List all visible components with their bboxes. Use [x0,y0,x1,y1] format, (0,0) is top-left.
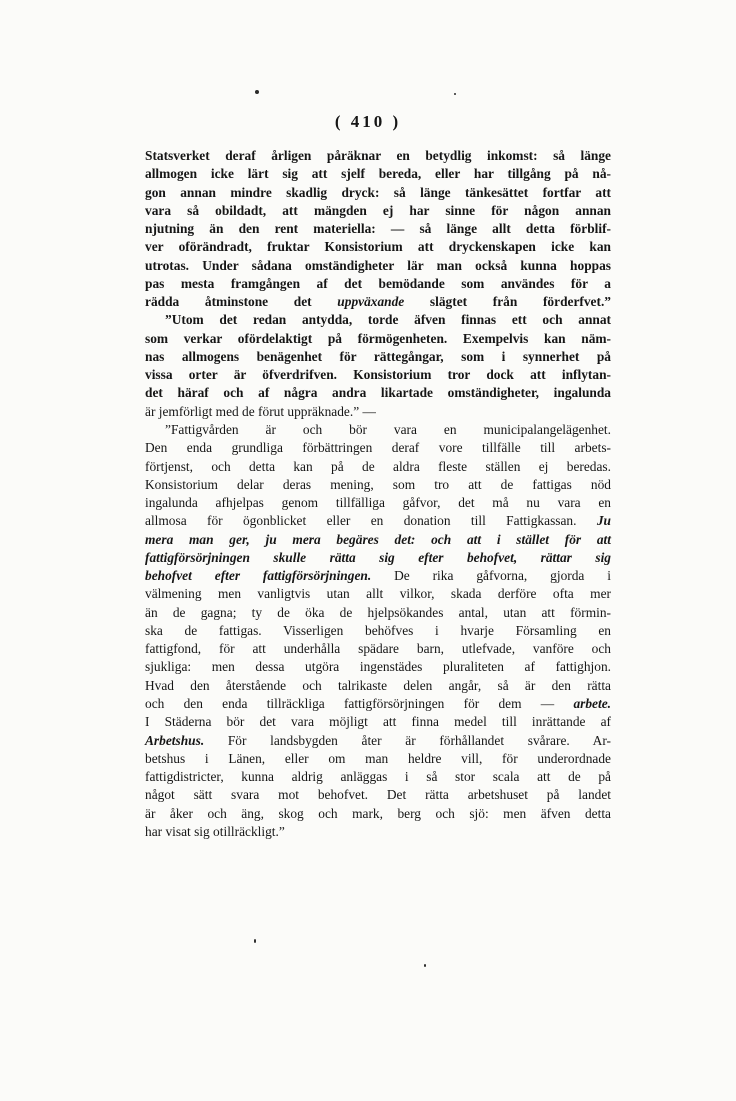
text-line [145,384,611,402]
text-line [145,512,611,530]
text-line [145,311,611,329]
text-segment: njutning än den rent materiella: — så länge allt detta förblif- [145,221,611,237]
text-segment: allmosa för ögonblicket eller en donation till Fattigkassan. [145,513,597,529]
text-segment: Den enda grundliga förbättringen deraf vore tillfälle till arbets- [145,440,611,456]
text-line [145,549,611,567]
text-line [145,421,611,439]
text-line [145,165,611,183]
ink-speck [255,90,259,94]
text-line [145,585,611,603]
text-segment: som verkar ofördelaktigt på förmögenheten. Exempelvis kan näm- [145,330,611,346]
text-segment: vissa orter är öfverdrifven. Konsistorium tror dock att inflytan- [145,367,611,383]
text-segment: gon annan mindre skadlig dryck: så länge tänkesättet fortfar att [145,184,611,200]
text-line [145,184,611,202]
text-segment: ingalunda afhjelpas genom tillfälliga gåfvor, det må nu vara en [145,495,611,511]
text-line [145,293,611,311]
text-line [145,768,611,786]
text-line [145,658,611,676]
text-line [145,531,611,549]
text-line [145,823,611,841]
text-segment: De rika gåfvorna, gjorda i [371,568,611,584]
text-segment: mera man ger, ju mera begäres det: och att i stället för att [145,531,611,547]
text-segment: sjukliga: men dessa utgöra ingenstädes pluraliteten af fattighjon. [145,659,611,675]
text-line [145,622,611,640]
text-segment: är åker och äng, skog och mark, berg och sjö: men äfven detta [145,805,611,821]
text-line [145,750,611,768]
text-segment: behofvet efter fattigförsörjningen. [145,568,372,584]
text-segment: slägtet från förderfvet.” [404,294,611,310]
text-line [145,713,611,731]
page-number: ( 410 ) [334,112,402,131]
text-segment: vara så obildadt, att mängden ej har sinne för någon annan [145,202,611,218]
text-segment: fattigfond, för att underhålla spädare barn, utlefvade, vanföre och [145,641,611,657]
text-segment: rädda åtminstone det [145,294,338,310]
text-line [145,677,611,695]
text-segment: det häraf och af några andra likartade omständigheter, ingalunda [145,385,611,401]
text-segment: ”Fattigvården är och bör vara en municipalangelägenhet. [165,421,611,437]
text-segment: förtjenst, och detta kan på de aldra fleste ställen ej beredas. [145,458,611,474]
text-segment: Arbetshus. [145,732,205,748]
text-segment: Konsistorium delar deras mening, som tro att de fattigas nöd [145,476,611,492]
text-segment: är jemförligt med de förut uppräknade.” — [145,403,376,419]
text-line [145,476,611,494]
text-segment: fattigdistricter, kunna aldrig anläggas i så stor scala att de på [145,769,611,785]
text-line [145,330,611,348]
text-segment: pas mesta framgången af det bemödande som användes för a [145,275,611,291]
text-segment: Statsverket deraf årligen påräknar en betydlig inkomst: så länge [145,148,611,163]
text-line [145,366,611,384]
text-segment: För landsbygden åter är förhållandet svårare. Ar- [204,732,611,748]
text-line [145,786,611,804]
text-line [145,640,611,658]
text-segment: har visat sig otillräckligt.” [145,823,285,839]
text-line [145,604,611,622]
text-line [145,238,611,256]
text-segment: ”Utom det redan antydda, torde äfven finnas ett och annat [165,312,611,328]
text-line [145,805,611,823]
text-segment: uppväxande [337,294,405,310]
ink-speck [254,939,256,943]
text-segment: ver oförändradt, fruktar Konsistorium att dryckenskapen icke kan [145,239,611,255]
text-segment: betshus i Länen, eller om man heldre vill, för underordnade [145,750,611,766]
text-line [145,458,611,476]
text-segment: Ju [596,513,611,529]
text-line [145,494,611,512]
text-line [145,348,611,366]
ink-speck [454,93,456,95]
text-segment: arbete. [573,695,611,711]
text-line [145,147,611,165]
text-segment: ska de fattigas. Visserligen behöfves i hvarje Församling en [145,622,611,638]
text-line [145,202,611,220]
text-segment: nas allmogens benägenhet för rättegångar, som i synnerhet på [145,348,611,364]
body-text [145,147,611,841]
ink-speck [424,964,426,967]
text-line [145,257,611,275]
text-segment: något sätt svara mot behofvet. Det rätta arbetshuset på landet [145,787,611,803]
text-line [145,567,611,585]
text-line [145,220,611,238]
text-line [145,403,611,421]
text-segment: än de gagna; ty de öka de hjelpsökandes antal, utan att förmin- [145,604,611,620]
text-segment: Hvad den återstående och talrikaste delen angår, så är den rätta [145,677,611,693]
text-segment: allmogen icke lärt sig att sjelf bereda, eller har tillgång på nå- [145,166,611,182]
text-segment: utrotas. Under sådana omständigheter lär man också kunna hoppas [145,257,611,273]
text-line [145,695,611,713]
text-segment: fattigförsörjningen skulle rätta sig efter behofvet, rättar sig [145,549,611,565]
text-segment: I Städerna bör det vara möjligt att finna medel till inrättande af [145,714,611,730]
text-line [145,732,611,750]
text-segment: och den enda tillräckliga fattigförsörjningen för dem — [145,695,574,711]
text-segment: välmening men vanligtvis utan allt vilkor, skada derföre ofta mer [145,586,611,602]
text-line [145,275,611,293]
text-line [145,439,611,457]
